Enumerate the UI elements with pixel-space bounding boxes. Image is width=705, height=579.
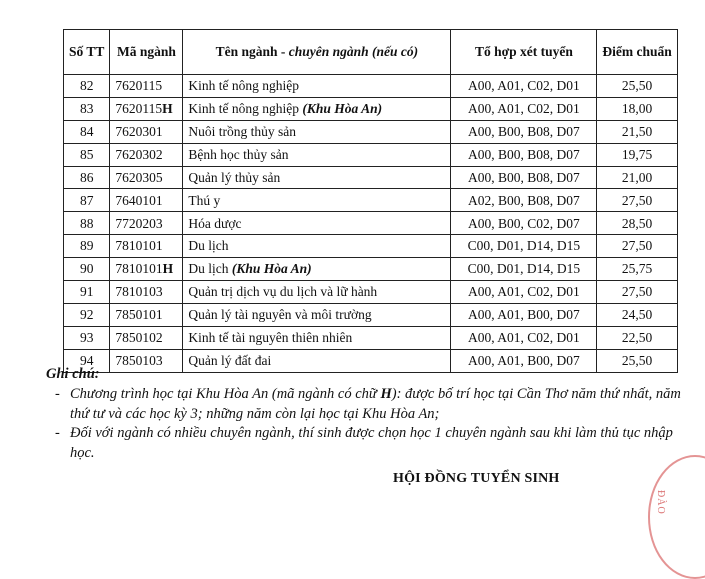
stt-value: 88 [79,215,94,231]
combo-value: A00, B00, B08, D07 [468,123,580,139]
cell-stt [64,189,110,212]
campus-label: (Khu Hòa An) [231,261,312,277]
cell-stt [64,326,110,349]
score-value: 28,50 [621,215,653,231]
code-value: 7620115 [115,78,163,94]
cell-score [597,281,677,304]
cell-code [110,281,183,304]
cell-stt [64,235,110,258]
cell-code [110,75,183,98]
cell-name [183,258,451,281]
cell-code [110,143,183,166]
cell-combo [451,258,597,281]
combo-value: A00, A01, B00, D07 [468,307,580,323]
cell-name [183,326,451,349]
table-row [64,326,678,349]
major-name: Thú y [188,192,221,208]
code-value: 7850102 [115,329,163,345]
major-name: Kinh tế nông nghiệp [188,78,300,94]
combo-value: C00, D01, D14, D15 [467,261,581,277]
stt-value: 87 [79,192,94,208]
code-value: 7620302 [115,146,163,162]
major-name: Kinh tế nông nghiệp [188,101,303,117]
combo-value: A00, A01, C02, D01 [468,284,580,300]
score-value: 21,50 [621,123,653,139]
cell-stt [64,258,110,281]
combo-value: C00, D01, D14, D15 [467,238,581,254]
note2-text: Đối với ngành có nhiều chuyên ngành, thí sinh được chọn học 1 chuyên ngành sau khi làm thủ tục nhập học. [70,425,673,461]
cell-score [597,189,677,212]
stt-value: 93 [79,329,94,345]
cell-combo [451,189,597,212]
cell-code [110,97,183,120]
cell-name [183,189,451,212]
cell-stt [64,143,110,166]
combo-value: A00, B00, C02, D07 [468,215,580,231]
cell-combo [451,303,597,326]
table-row [64,258,678,281]
cell-stt [64,212,110,235]
cell-code [110,120,183,143]
score-value: 22,50 [621,329,653,345]
combo-value: A00, A01, C02, D01 [468,329,580,345]
table-row [64,166,678,189]
code-value: 7620305 [115,169,163,185]
major-name: Quản lý thủy sản [188,169,281,185]
combo-value: A00, B00, B08, D07 [468,146,580,162]
cell-combo [451,235,597,258]
cell-code [110,166,183,189]
cell-code [110,189,183,212]
table-row [64,143,678,166]
code-value: 7620301 [115,123,163,139]
code-value: 7850103 [115,352,163,368]
cell-score [597,258,677,281]
cell-code [110,212,183,235]
note-item [46,385,686,424]
cell-name [183,120,451,143]
cell-code [110,258,183,281]
major-name: Du lịch [188,261,232,277]
combo-value: A00, A01, C02, D01 [468,101,580,117]
cell-score [597,303,677,326]
cell-combo [451,281,597,304]
table-row [64,235,678,258]
cell-name [183,281,451,304]
major-name: Bệnh học thủy sản [188,146,289,162]
code-value: 7810101 [115,238,163,254]
header-score: Điểm chuẩn [597,30,677,75]
note1-h-letter: H [380,386,392,402]
stt-value: 85 [79,146,94,162]
note1-part-a: Chương trình học tại Khu Hòa An (mã ngành có chữ [70,386,381,402]
code-suffix: H [162,261,174,277]
cell-name [183,97,451,120]
code-value: 7720203 [115,215,163,231]
score-value: 25,50 [621,78,653,94]
cell-combo [451,97,597,120]
major-name: Nuôi trồng thủy sản [188,123,297,139]
stt-value: 83 [79,101,94,117]
table-row [64,281,678,304]
note1-part-c: ): được bố trí học tại Cần Thơ năm thứ nhất, năm thứ tư và các học kỳ 3; những năm còn lại học tại Khu Hòa An; [70,386,681,422]
note-item [46,424,686,463]
cell-stt [64,120,110,143]
cell-name [183,75,451,98]
seal-text: ĐÀO [655,490,666,515]
combo-value: A00, B00, B08, D07 [468,169,580,185]
cell-name [183,166,451,189]
cell-score [597,120,677,143]
score-value: 27,50 [621,284,653,300]
cell-combo [451,120,597,143]
red-seal-stamp [648,455,705,579]
cell-score [597,143,677,166]
stt-value: 90 [79,261,94,277]
note-dash: - [55,386,60,402]
cell-stt [64,166,110,189]
major-name: Kinh tế tài nguyên thiên nhiên [188,329,353,345]
stt-value: 94 [79,352,94,368]
stt-value: 84 [79,123,94,139]
code-value: 7850101 [115,307,163,323]
header-code: Mã ngành [110,30,183,75]
cell-code [110,235,183,258]
notes-section [46,366,686,463]
cell-stt [64,97,110,120]
table-row [64,303,678,326]
cell-stt [64,75,110,98]
cell-combo [451,326,597,349]
stt-value: 86 [79,169,94,185]
cell-score [597,75,677,98]
combo-value: A00, A01, B00, D07 [468,352,580,368]
code-value: 7810103 [115,284,163,300]
cell-combo [451,212,597,235]
code-suffix: H [162,101,173,117]
score-value: 25,50 [621,352,653,368]
table-header-row [64,30,678,75]
stt-value: 91 [79,284,94,300]
major-name: Quản trị dịch vụ du lịch và lữ hành [188,284,378,300]
major-name: Quản lý đất đai [188,352,272,368]
cell-combo [451,143,597,166]
cell-score [597,166,677,189]
table-row [64,97,678,120]
table-row [64,120,678,143]
cell-name [183,212,451,235]
notes-title: Ghi chú: [46,366,100,382]
stt-value: 92 [79,307,94,323]
signature-committee: HỘI ĐỒNG TUYỂN SINH [393,471,560,486]
cell-combo [451,166,597,189]
score-value: 19,75 [621,146,653,162]
cell-score [597,97,677,120]
major-name: Du lịch [188,238,229,254]
cell-score [597,235,677,258]
code-value: 7620115 [115,101,163,117]
cell-name [183,303,451,326]
admission-scores-table [63,29,678,373]
cell-stt [64,303,110,326]
table-body [64,75,678,373]
major-name: Quản lý tài nguyên và môi trường [188,307,372,323]
campus-label: (Khu Hòa An) [302,101,383,117]
score-value: 18,00 [621,101,653,117]
major-name: Hóa dược [188,215,242,231]
score-value: 21,00 [621,169,653,185]
cell-combo [451,75,597,98]
cell-score [597,326,677,349]
cell-code [110,326,183,349]
cell-stt [64,281,110,304]
stt-value: 82 [79,78,94,94]
header-name-main: Tên ngành - [215,43,289,59]
note-dash: - [55,425,60,442]
score-value: 27,50 [621,238,653,254]
header-combo: Tổ hợp xét tuyển [451,30,597,75]
score-value: 24,50 [621,307,653,323]
code-value: 7810101 [115,261,163,277]
combo-value: A02, B00, B08, D07 [468,192,580,208]
cell-code [110,303,183,326]
table-row [64,189,678,212]
score-value: 25,75 [621,261,653,277]
table-row [64,212,678,235]
score-value: 27,50 [621,192,653,208]
cell-score [597,212,677,235]
stt-value: 89 [79,238,94,254]
header-name [183,30,451,75]
header-stt: Số TT [64,30,110,75]
table-row [64,75,678,98]
cell-name [183,235,451,258]
combo-value: A00, A01, C02, D01 [468,78,580,94]
cell-name [183,143,451,166]
header-name-italic: chuyên ngành (nếu có) [288,43,419,59]
code-value: 7640101 [115,192,163,208]
